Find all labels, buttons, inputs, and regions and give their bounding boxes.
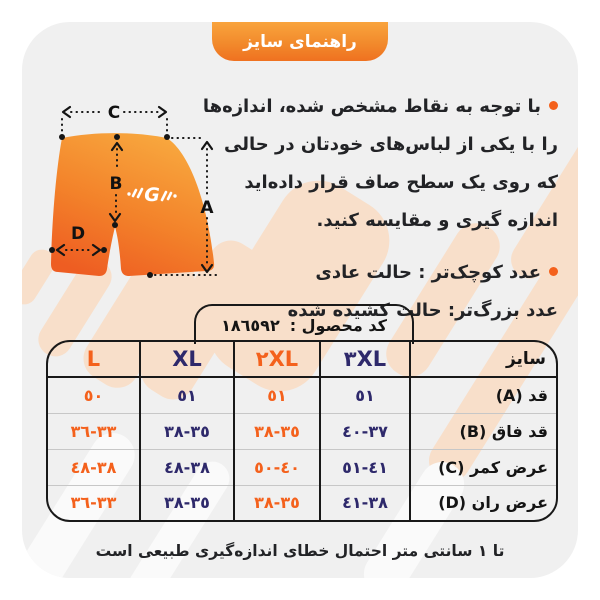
column-header-3xl: ٣XL (320, 342, 410, 377)
shorts-shape (51, 133, 214, 276)
instruction-line: عدد بزرگ‌تر: حالت کشیده شده (287, 300, 558, 321)
row-label-height-a: قد (A) (410, 377, 558, 414)
row-label-thigh-d: عرض ران (D) (410, 485, 558, 520)
table-row (48, 414, 558, 450)
cell-value: ٤٠-٥٠ (234, 449, 320, 485)
column-header-size: سایز (410, 342, 558, 377)
cell-value: ٣٥-٣٨ (234, 414, 320, 450)
instruction-line: عدد کوچک‌تر : حالت عادی (315, 262, 541, 283)
measure-label-b: B (109, 174, 123, 194)
table-row (48, 485, 558, 520)
row-label-rise-b: قد فاق (B) (410, 414, 558, 450)
cell-value: ٣٨-٤٨ (48, 449, 140, 485)
column-header-2xl: ٢XL (234, 342, 320, 377)
cell-value: ٣٨-٤٨ (140, 449, 234, 485)
title-badge (212, 22, 388, 61)
product-code-badge (194, 304, 414, 344)
column-header-l: L (48, 342, 140, 377)
table-header-row (48, 342, 558, 377)
page-title: راهنمای سایز (243, 31, 357, 52)
measure-label-c: C (107, 103, 121, 123)
product-code-label: کد محصول : (289, 315, 387, 335)
cell-value: ٣٣-٣٦ (70, 493, 117, 513)
measure-label-d: D (70, 224, 86, 244)
cell-value: ٣٧-٤٠ (320, 414, 410, 450)
product-code-value: ١٨٦٥٩٢ (221, 315, 280, 335)
bullet-icon (549, 267, 558, 276)
cell-value: ٣٥-٣٨ (140, 485, 234, 520)
measurement-tolerance-note: تا ١ سانتی متر احتمال خطای اندازه‌گیری طبیعی است (95, 542, 505, 560)
cell-value: ٥١ (320, 377, 410, 414)
instructions-block (202, 88, 558, 330)
cell-value: ٥١ (234, 377, 320, 414)
instruction-line: را با یکی از لباس‌های خودتان در حالی (223, 134, 558, 155)
row-label-waist-c: عرض کمر (C) (410, 449, 558, 485)
cell-value: ٣٣-٣٦ (48, 414, 140, 450)
instruction-line: که روی یک سطح صاف قرار داده‌اید (244, 172, 558, 193)
size-guide-card (22, 22, 578, 578)
logo-letter: G (144, 184, 160, 206)
measure-label-a: A (200, 198, 214, 218)
table-row (48, 377, 558, 414)
table-row (48, 449, 558, 485)
cell-value: ٣٨-٤١ (320, 485, 410, 520)
cell-value: ٥١ (140, 377, 234, 414)
cell-value: ٣٥-٣٨ (234, 485, 320, 520)
size-table (46, 340, 558, 522)
instruction-line: با توجه به نقاط مشخص شده، اندازه‌ها (202, 96, 541, 117)
cell-value: ٤١-٥١ (320, 449, 410, 485)
cell-value: ٣٥-٣٨ (140, 414, 234, 450)
bullet-icon (549, 101, 558, 110)
column-header-xl: XL (140, 342, 234, 377)
instruction-line: اندازه گیری و مقایسه کنید. (316, 210, 558, 231)
cell-value: ٥٠ (48, 377, 140, 414)
